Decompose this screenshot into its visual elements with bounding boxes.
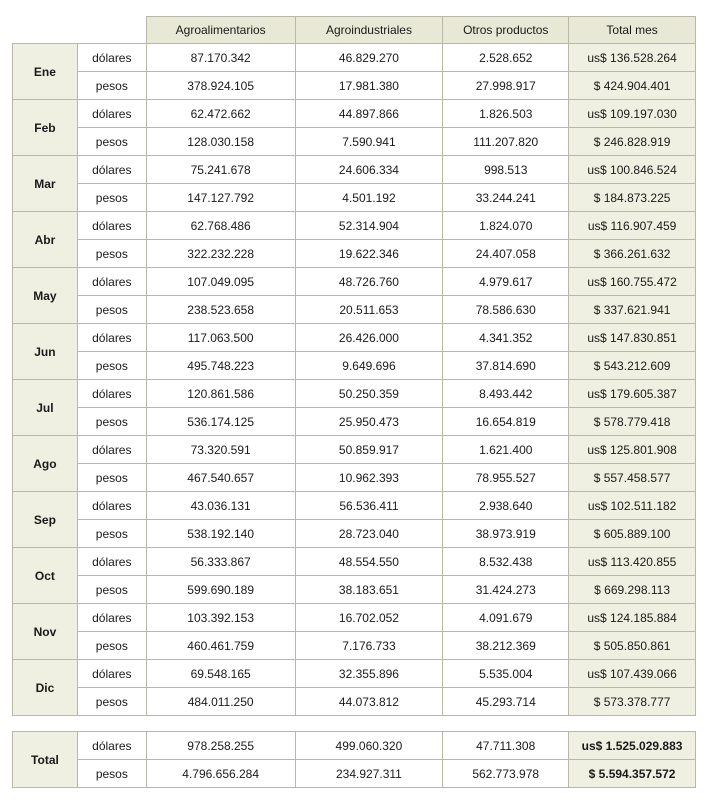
cell-total: us$ 124.185.884: [569, 604, 696, 632]
currency-label: pesos: [77, 128, 146, 156]
cell-otros-productos: 998.513: [443, 156, 569, 184]
month-row-dolares: [13, 212, 696, 240]
cell-agroindustriales: 44.073.812: [295, 688, 443, 716]
month-label: Mar: [13, 156, 78, 212]
cell-total: us$ 125.801.908: [569, 436, 696, 464]
cell-otros-productos: 4.341.352: [443, 324, 569, 352]
header-spacer: [13, 17, 147, 44]
month-row-dolares: [13, 380, 696, 408]
cell-otros-productos: 562.773.978: [443, 760, 569, 788]
cell-agroindustriales: 24.606.334: [295, 156, 443, 184]
cell-otros-productos: 1.824.070: [443, 212, 569, 240]
cell-agroindustriales: 48.554.550: [295, 548, 443, 576]
cell-agroindustriales: 4.501.192: [295, 184, 443, 212]
column-header-agroalimentarios: Agroalimentarios: [146, 17, 295, 44]
month-row-pesos: [13, 520, 696, 548]
cell-otros-productos: 24.407.058: [443, 240, 569, 268]
cell-total: us$ 136.528.264: [569, 44, 696, 72]
cell-total: us$ 113.420.855: [569, 548, 696, 576]
cell-agroalimentarios: 538.192.140: [146, 520, 295, 548]
cell-total: $ 573.378.777: [569, 688, 696, 716]
cell-total: $ 578.779.418: [569, 408, 696, 436]
currency-label: pesos: [77, 184, 146, 212]
month-row-pesos: [13, 240, 696, 268]
month-row-dolares: [13, 604, 696, 632]
cell-agroalimentarios: 978.258.255: [146, 732, 295, 760]
month-label: Ene: [13, 44, 78, 100]
cell-agroindustriales: 10.962.393: [295, 464, 443, 492]
cell-otros-productos: 78.955.527: [443, 464, 569, 492]
total-label: Total: [13, 732, 78, 788]
cell-otros-productos: 111.207.820: [443, 128, 569, 156]
cell-total: $ 337.621.941: [569, 296, 696, 324]
month-row-pesos: [13, 688, 696, 716]
cell-otros-productos: 38.212.369: [443, 632, 569, 660]
currency-label: pesos: [77, 72, 146, 100]
cell-agroalimentarios: 107.049.095: [146, 268, 295, 296]
month-row-dolares: [13, 268, 696, 296]
cell-agroalimentarios: 536.174.125: [146, 408, 295, 436]
column-header-total-mes: Total mes: [569, 17, 696, 44]
cell-agroindustriales: 26.426.000: [295, 324, 443, 352]
header-row: [13, 17, 696, 44]
cell-otros-productos: 8.532.438: [443, 548, 569, 576]
cell-total: $ 557.458.577: [569, 464, 696, 492]
cell-agroalimentarios: 4.796.656.284: [146, 760, 295, 788]
cell-otros-productos: 1.621.400: [443, 436, 569, 464]
cell-otros-productos: 37.814.690: [443, 352, 569, 380]
cell-otros-productos: 47.711.308: [443, 732, 569, 760]
cell-agroindustriales: 32.355.896: [295, 660, 443, 688]
cell-agroindustriales: 48.726.760: [295, 268, 443, 296]
cell-agroindustriales: 25.950.473: [295, 408, 443, 436]
cell-otros-productos: 4.979.617: [443, 268, 569, 296]
currency-label: dólares: [77, 548, 146, 576]
cell-otros-productos: 2.938.640: [443, 492, 569, 520]
cell-agroalimentarios: 599.690.189: [146, 576, 295, 604]
month-label: Feb: [13, 100, 78, 156]
cell-agroindustriales: 9.649.696: [295, 352, 443, 380]
currency-label: pesos: [77, 240, 146, 268]
currency-label: dólares: [77, 100, 146, 128]
currency-label: dólares: [77, 324, 146, 352]
cell-total: us$ 160.755.472: [569, 268, 696, 296]
cell-agroindustriales: 7.176.733: [295, 632, 443, 660]
cell-otros-productos: 5.535.004: [443, 660, 569, 688]
currency-label: dólares: [77, 604, 146, 632]
cell-total: us$ 147.830.851: [569, 324, 696, 352]
month-row-dolares: [13, 324, 696, 352]
cell-total: us$ 100.846.524: [569, 156, 696, 184]
currency-label: dólares: [77, 380, 146, 408]
cell-agroalimentarios: 69.548.165: [146, 660, 295, 688]
cell-agroalimentarios: 378.924.105: [146, 72, 295, 100]
cell-agroindustriales: 56.536.411: [295, 492, 443, 520]
cell-agroalimentarios: 62.472.662: [146, 100, 295, 128]
month-row-dolares: [13, 492, 696, 520]
cell-total: us$ 179.605.387: [569, 380, 696, 408]
cell-agroindustriales: 499.060.320: [295, 732, 443, 760]
currency-label: dólares: [77, 492, 146, 520]
currency-label: pesos: [77, 688, 146, 716]
month-row-pesos: [13, 576, 696, 604]
cell-agroalimentarios: 460.461.759: [146, 632, 295, 660]
cell-agroalimentarios: 467.540.657: [146, 464, 295, 492]
cell-agroalimentarios: 322.232.228: [146, 240, 295, 268]
cell-agroalimentarios: 120.861.586: [146, 380, 295, 408]
cell-total: $ 184.873.225: [569, 184, 696, 212]
currency-label: dólares: [77, 212, 146, 240]
cell-total: $ 505.850.861: [569, 632, 696, 660]
currency-label: pesos: [77, 520, 146, 548]
cell-agroindustriales: 46.829.270: [295, 44, 443, 72]
cell-total: $ 605.889.100: [569, 520, 696, 548]
cell-agroalimentarios: 128.030.158: [146, 128, 295, 156]
currency-label: pesos: [77, 576, 146, 604]
annual-total-table: [12, 731, 696, 788]
cell-agroalimentarios: 484.011.250: [146, 688, 295, 716]
currency-label: pesos: [77, 352, 146, 380]
cell-otros-productos: 78.586.630: [443, 296, 569, 324]
cell-agroalimentarios: 75.241.678: [146, 156, 295, 184]
cell-total: us$ 116.907.459: [569, 212, 696, 240]
month-label: Ago: [13, 436, 78, 492]
monthly-exports-table: [12, 16, 696, 716]
currency-label: dólares: [77, 268, 146, 296]
month-row-pesos: [13, 408, 696, 436]
currency-label: pesos: [77, 408, 146, 436]
cell-agroindustriales: 17.981.380: [295, 72, 443, 100]
currency-label: dólares: [77, 436, 146, 464]
cell-agroindustriales: 19.622.346: [295, 240, 443, 268]
cell-agroindustriales: 50.859.917: [295, 436, 443, 464]
cell-agroalimentarios: 56.333.867: [146, 548, 295, 576]
cell-agroalimentarios: 147.127.792: [146, 184, 295, 212]
currency-label: dólares: [77, 660, 146, 688]
month-label: Jun: [13, 324, 78, 380]
month-label: Oct: [13, 548, 78, 604]
month-label: Jul: [13, 380, 78, 436]
month-row-dolares: [13, 548, 696, 576]
cell-total: us$ 109.197.030: [569, 100, 696, 128]
month-row-dolares: [13, 156, 696, 184]
cell-total: $ 543.212.609: [569, 352, 696, 380]
column-header-otros-productos: Otros productos: [443, 17, 569, 44]
month-row-pesos: [13, 632, 696, 660]
month-label: May: [13, 268, 78, 324]
month-label: Nov: [13, 604, 78, 660]
cell-agroindustriales: 7.590.941: [295, 128, 443, 156]
month-row-pesos: [13, 184, 696, 212]
cell-agroalimentarios: 117.063.500: [146, 324, 295, 352]
cell-total: $ 246.828.919: [569, 128, 696, 156]
cell-agroalimentarios: 43.036.131: [146, 492, 295, 520]
cell-agroindustriales: 16.702.052: [295, 604, 443, 632]
cell-otros-productos: 4.091.679: [443, 604, 569, 632]
cell-agroalimentarios: 495.748.223: [146, 352, 295, 380]
total-row-pesos: [13, 760, 696, 788]
month-row-pesos: [13, 352, 696, 380]
month-label: Dic: [13, 660, 78, 716]
cell-agroindustriales: 28.723.040: [295, 520, 443, 548]
cell-agroindustriales: 38.183.651: [295, 576, 443, 604]
cell-otros-productos: 33.244.241: [443, 184, 569, 212]
cell-total: us$ 107.439.066: [569, 660, 696, 688]
cell-agroindustriales: 234.927.311: [295, 760, 443, 788]
cell-agroindustriales: 44.897.866: [295, 100, 443, 128]
cell-agroalimentarios: 73.320.591: [146, 436, 295, 464]
cell-agroalimentarios: 103.392.153: [146, 604, 295, 632]
currency-label: pesos: [77, 296, 146, 324]
month-row-pesos: [13, 464, 696, 492]
currency-label: dólares: [77, 156, 146, 184]
cell-total: us$ 102.511.182: [569, 492, 696, 520]
cell-total: $ 669.298.113: [569, 576, 696, 604]
month-row-dolares: [13, 436, 696, 464]
month-row-pesos: [13, 128, 696, 156]
currency-label: dólares: [77, 44, 146, 72]
cell-agroindustriales: 52.314.904: [295, 212, 443, 240]
cell-otros-productos: 16.654.819: [443, 408, 569, 436]
total-row-dolares: [13, 732, 696, 760]
month-label: Sep: [13, 492, 78, 548]
month-row-dolares: [13, 660, 696, 688]
currency-label: dólares: [77, 732, 146, 760]
currency-label: pesos: [77, 760, 146, 788]
cell-agroalimentarios: 62.768.486: [146, 212, 295, 240]
month-row-dolares: [13, 100, 696, 128]
month-row-pesos: [13, 72, 696, 100]
cell-otros-productos: 27.998.917: [443, 72, 569, 100]
currency-label: pesos: [77, 632, 146, 660]
cell-total: $ 366.261.632: [569, 240, 696, 268]
month-row-pesos: [13, 296, 696, 324]
cell-otros-productos: 2.528.652: [443, 44, 569, 72]
cell-agroindustriales: 20.511.653: [295, 296, 443, 324]
month-row-dolares: [13, 44, 696, 72]
cell-otros-productos: 31.424.273: [443, 576, 569, 604]
cell-total: $ 424.904.401: [569, 72, 696, 100]
cell-agroindustriales: 50.250.359: [295, 380, 443, 408]
currency-label: pesos: [77, 464, 146, 492]
cell-total: $ 5.594.357.572: [569, 760, 696, 788]
month-label: Abr: [13, 212, 78, 268]
cell-otros-productos: 45.293.714: [443, 688, 569, 716]
cell-agroalimentarios: 87.170.342: [146, 44, 295, 72]
cell-otros-productos: 8.493.442: [443, 380, 569, 408]
cell-agroalimentarios: 238.523.658: [146, 296, 295, 324]
cell-total: us$ 1.525.029.883: [569, 732, 696, 760]
cell-otros-productos: 1.826.503: [443, 100, 569, 128]
cell-otros-productos: 38.973.919: [443, 520, 569, 548]
column-header-agroindustriales: Agroindustriales: [295, 17, 443, 44]
